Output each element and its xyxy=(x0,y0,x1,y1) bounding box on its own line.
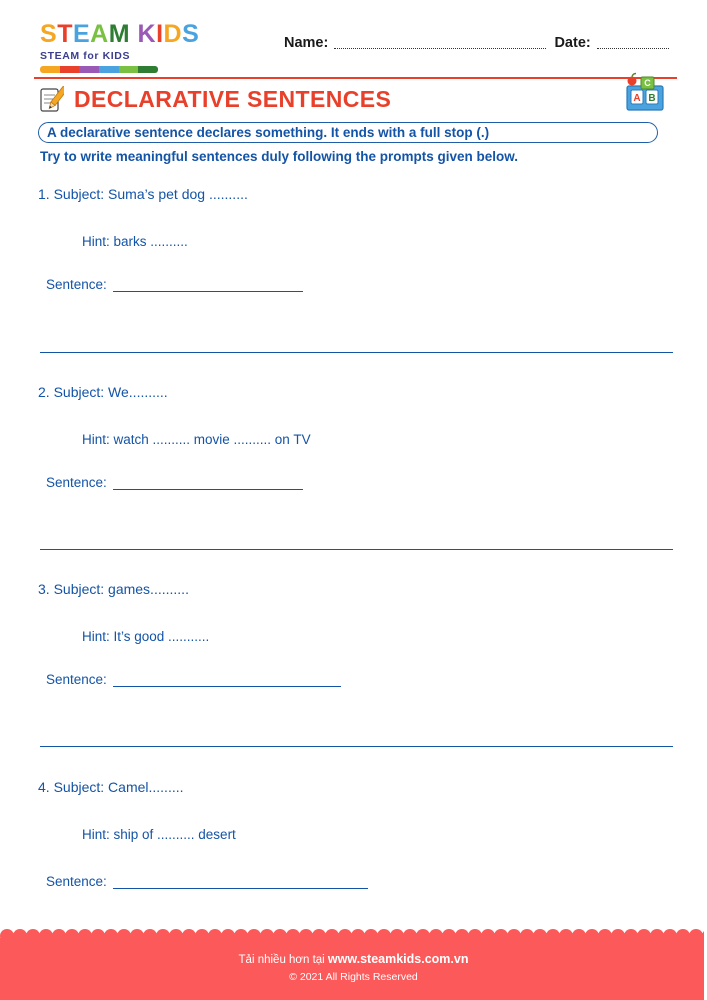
question-3-answer-line[interactable] xyxy=(40,746,673,747)
pencil-icon xyxy=(36,86,64,116)
question-3-answer-blank[interactable] xyxy=(113,673,341,687)
name-input[interactable] xyxy=(334,35,546,49)
definition-text: A declarative sentence declares something. It ends with a full stop (.) xyxy=(47,125,490,140)
question-1-sentence-label: Sentence: xyxy=(46,277,107,292)
question-1-hint: Hint: barks .......... xyxy=(82,234,188,249)
question-3-hint: Hint: It’s good ........... xyxy=(82,629,210,644)
svg-text:C: C xyxy=(644,78,651,88)
question-4-answer-blank[interactable] xyxy=(113,875,368,889)
page-title: DECLARATIVE SENTENCES xyxy=(74,86,392,112)
title-divider xyxy=(34,77,677,79)
svg-text:B: B xyxy=(648,93,656,104)
footer-prefix: Tải nhiều hơn tại xyxy=(238,954,328,966)
brand-logo xyxy=(40,22,240,73)
svg-text:A: A xyxy=(633,93,641,104)
question-2-answer-line[interactable] xyxy=(40,549,673,550)
question-2-subject: 2. Subject: We.......... xyxy=(38,384,168,400)
title-row xyxy=(34,78,677,120)
footer-scallop-decoration xyxy=(0,929,707,941)
question-4-sentence-label: Sentence: xyxy=(46,874,107,889)
footer-website[interactable]: www.steamkids.com.vn xyxy=(327,952,469,966)
instruction-text: Try to write meaningful sentences duly following the prompts given below. xyxy=(40,149,519,164)
abc-blocks-icon xyxy=(619,72,671,120)
question-2-sentence-label: Sentence: xyxy=(46,475,107,490)
name-date-row xyxy=(284,35,677,51)
question-3-subject: 3. Subject: games.......... xyxy=(38,581,189,597)
question-2 xyxy=(38,384,673,490)
question-4-subject: 4. Subject: Camel......... xyxy=(38,779,184,795)
question-2-answer-blank[interactable] xyxy=(113,476,303,490)
footer-website-line xyxy=(0,952,707,966)
page-header xyxy=(34,22,677,74)
question-1-answer-blank[interactable] xyxy=(113,278,303,292)
question-4-sentence-row xyxy=(46,874,673,889)
question-3 xyxy=(38,581,673,687)
page-footer xyxy=(0,938,707,1000)
date-label: Date: xyxy=(554,35,591,51)
brand-logo-color-bars xyxy=(40,66,158,73)
question-1-subject: 1. Subject: Suma’s pet dog .......... xyxy=(38,186,248,202)
brand-logo-subtitle: STEAM for KIDS xyxy=(40,50,131,62)
question-1-sentence-row xyxy=(46,277,673,292)
definition-box xyxy=(38,122,658,143)
question-2-sentence-row xyxy=(46,475,673,490)
brand-logo-wordmark: STEAM KIDS xyxy=(40,20,200,48)
question-1-answer-line[interactable] xyxy=(40,352,673,353)
date-input[interactable] xyxy=(597,35,669,49)
question-2-hint: Hint: watch .......... movie .......... on TV xyxy=(82,432,311,447)
name-label: Name: xyxy=(284,35,329,51)
question-1 xyxy=(38,186,673,292)
question-3-sentence-row xyxy=(46,672,673,687)
question-4 xyxy=(38,779,673,889)
footer-copyright: © 2021 All Rights Reserved xyxy=(289,971,418,983)
question-3-sentence-label: Sentence: xyxy=(46,672,107,687)
question-4-hint: Hint: ship of .......... desert xyxy=(82,827,236,842)
